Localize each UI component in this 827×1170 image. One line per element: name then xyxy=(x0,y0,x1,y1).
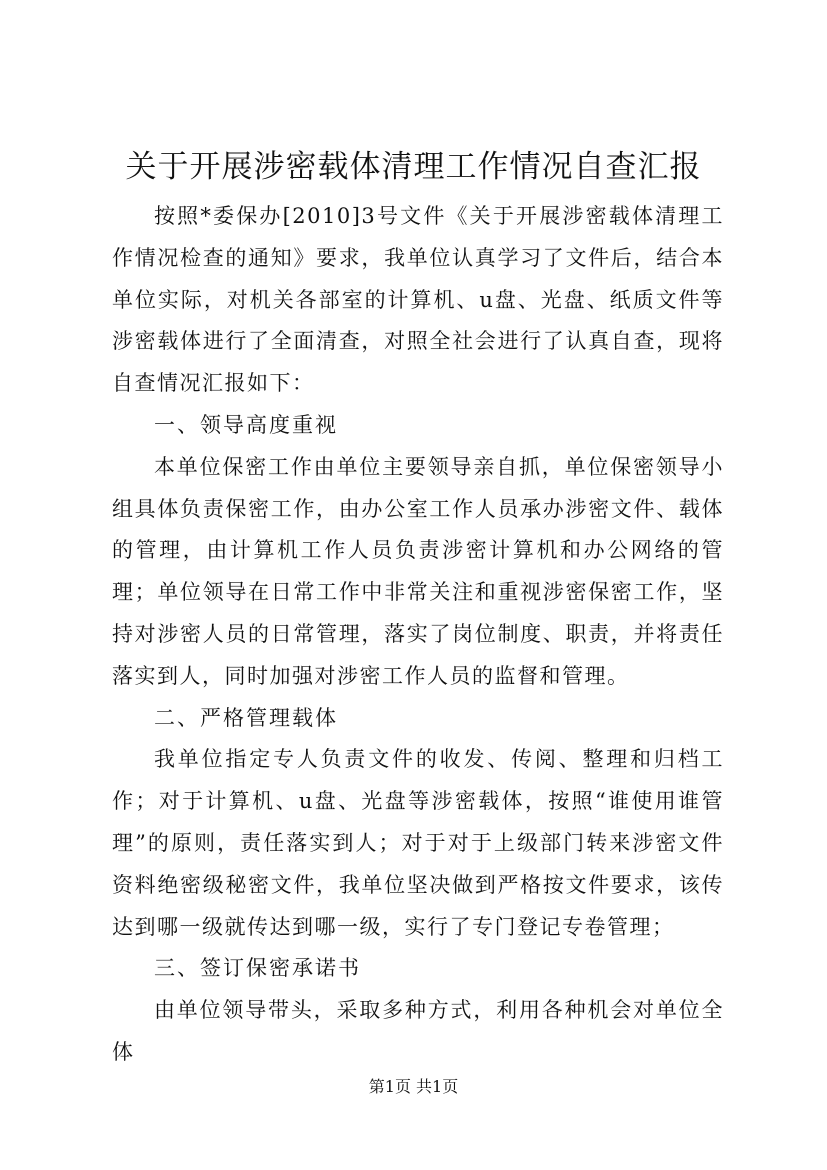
paragraph-intro: 按照*委保办[2010]3号文件《关于开展涉密载体清理工作情况检查的通知》要求，我单位认真学习了文件后，结合本单位实际，对机关各部室的计算机、u盘、光盘、纸质文件等涉密载体进行了全面清查，对照全社会进行了认真自查，现将自查情况汇报如下： xyxy=(112,204,724,396)
section-heading-2: 二、严格管理载体 xyxy=(154,705,338,730)
paragraph-section-2: 我单位指定专人负责文件的收发、传阅、整理和归档工作；对于计算机、u盘、光盘等涉密载体，按照“谁使用谁管理”的原则，责任落实到人；对于对于上级部门转来涉密文件资料绝密级秘密文件，我单位坚决做到严格按文件要求，该传达到哪一级就传达到哪一级，实行了专门登记专卷管理； xyxy=(112,747,724,939)
document-body xyxy=(112,196,724,1074)
section-heading-3: 三、签订保密承诺书 xyxy=(154,956,361,981)
paragraph-section-1: 本单位保密工作由单位主要领导亲自抓，单位保密领导小组具体负责保密工作，由办公室工作人员承办涉密文件、载体的管理，由计算机工作人员负责涉密计算机和办公网络的管理；单位领导在日常工作中非常关注和重视涉密保密工作，坚持对涉密人员的日常管理，落实了岗位制度、职责，并将责任落实到人，同时加强对涉密工作人员的监督和管理。 xyxy=(112,454,724,688)
paragraph-section-3: 由单位领导带头，采取多种方式，利用各种机会对单位全体 xyxy=(112,998,724,1064)
section-heading-1: 一、领导高度重视 xyxy=(154,412,338,437)
page-footer: 第1页 共1页 xyxy=(368,1077,459,1096)
document-title: 关于开展涉密载体清理工作情况自查汇报 xyxy=(125,149,702,185)
